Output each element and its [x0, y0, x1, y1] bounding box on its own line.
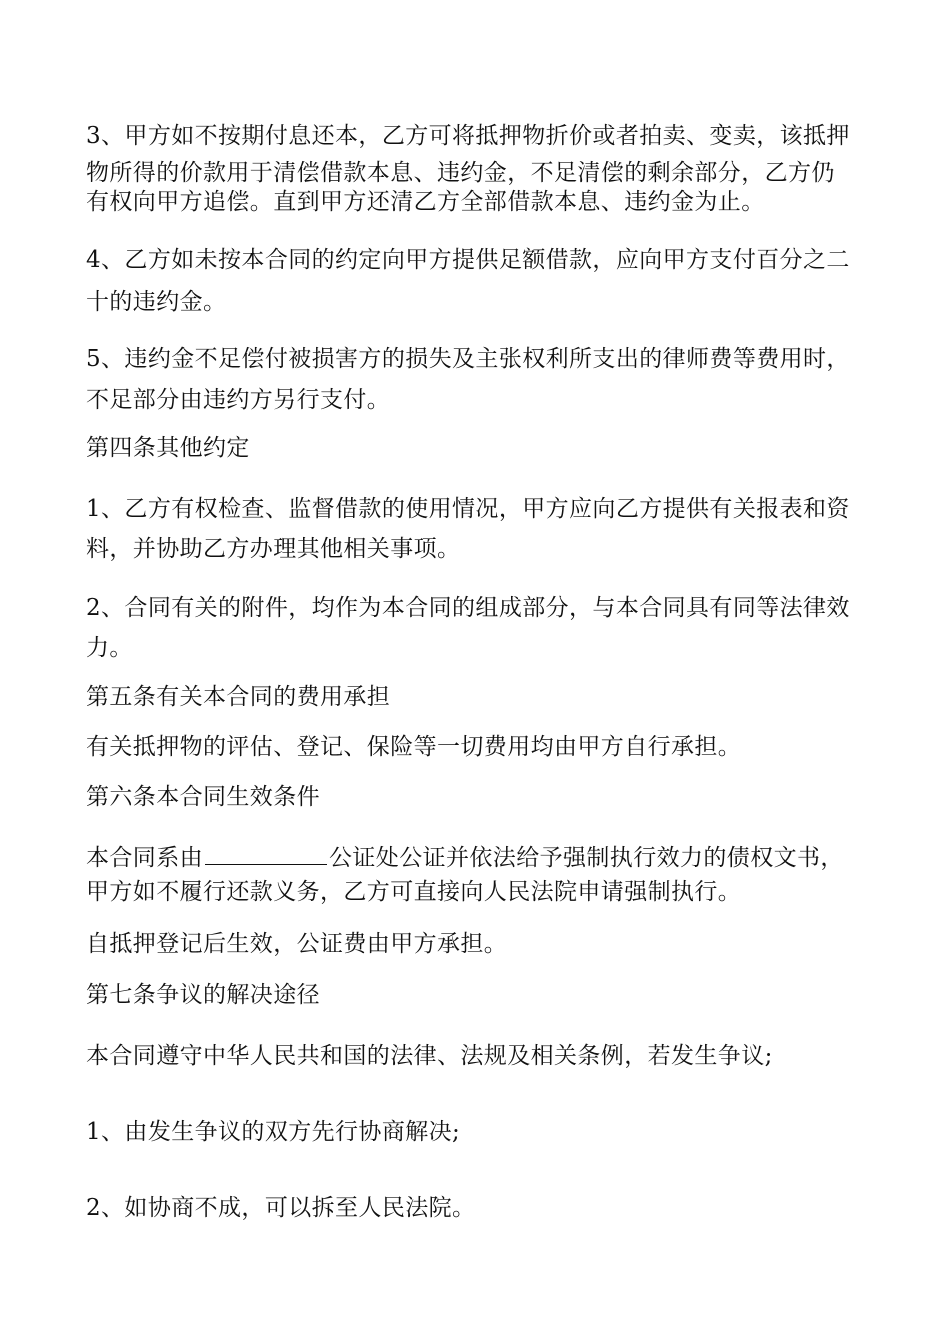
text-line: 物所得的价款用于清偿借款本息、违约金，不足清偿的剩余部分，乙方仍	[86, 160, 835, 186]
article-7-paragraph-1: 本合同遵守中华人民共和国的法律、法规及相关条例，若发生争议;	[86, 1043, 773, 1069]
clause-5	[86, 341, 876, 419]
article-7-paragraph-3: 2、如协商不成，可以拆至人民法院。	[86, 1195, 476, 1221]
article-5-heading: 第五条有关本合同的费用承担	[86, 684, 391, 710]
text-line: 甲方如不履行还款义务，乙方可直接向人民法院申请强制执行。	[86, 879, 742, 905]
text-line: 不足部分由违约方另行支付。	[86, 387, 391, 413]
article-5-paragraph: 有关抵押物的评估、登记、保险等一切费用均由甲方自行承担。	[86, 734, 742, 760]
text-line: 4、乙方如未按本合同的约定向甲方提供足额借款，应向甲方支付百分之二	[86, 247, 850, 273]
clause-3	[86, 118, 876, 221]
text-suffix: 公证处公证并依法给予强制执行效力的债权文书，	[329, 845, 844, 871]
article-6-heading: 第六条本合同生效条件	[86, 784, 320, 810]
article-4-heading: 第四条其他约定	[86, 435, 250, 461]
text-line: 5、违约金不足偿付被损害方的损失及主张权利所支出的律师费等费用时，	[86, 346, 850, 372]
text-line: 料，并协助乙方办理其他相关事项。	[86, 536, 461, 562]
article-6-paragraph-1	[86, 840, 876, 911]
article-4-paragraph-1	[86, 491, 876, 568]
text-line: 十的违约金。	[86, 289, 227, 315]
article-7-paragraph-2: 1、由发生争议的双方先行协商解决;	[86, 1119, 461, 1145]
text-line: 2、合同有关的附件，均作为本合同的组成部分，与本合同具有同等法律效	[86, 595, 850, 621]
clause-4	[86, 242, 876, 321]
text-line	[86, 840, 876, 877]
article-6-paragraph-2: 自抵押登记后生效，公证费由甲方承担。	[86, 931, 508, 957]
text-prefix: 本合同系由	[86, 845, 203, 871]
text-line: 有权向甲方追偿。直到甲方还清乙方全部借款本息、违约金为止。	[86, 189, 765, 215]
text-line: 力。	[86, 635, 133, 661]
text-line: 3、甲方如不按期付息还本，乙方可将抵押物折价或者拍卖、变卖，该抵押	[86, 123, 850, 149]
text-line: 1、乙方有权检查、监督借款的使用情况，甲方应向乙方提供有关报表和资	[86, 496, 850, 522]
article-7-heading: 第七条争议的解决途径	[86, 982, 320, 1008]
article-4-paragraph-2	[86, 590, 876, 667]
fill-in-blank	[205, 842, 327, 865]
